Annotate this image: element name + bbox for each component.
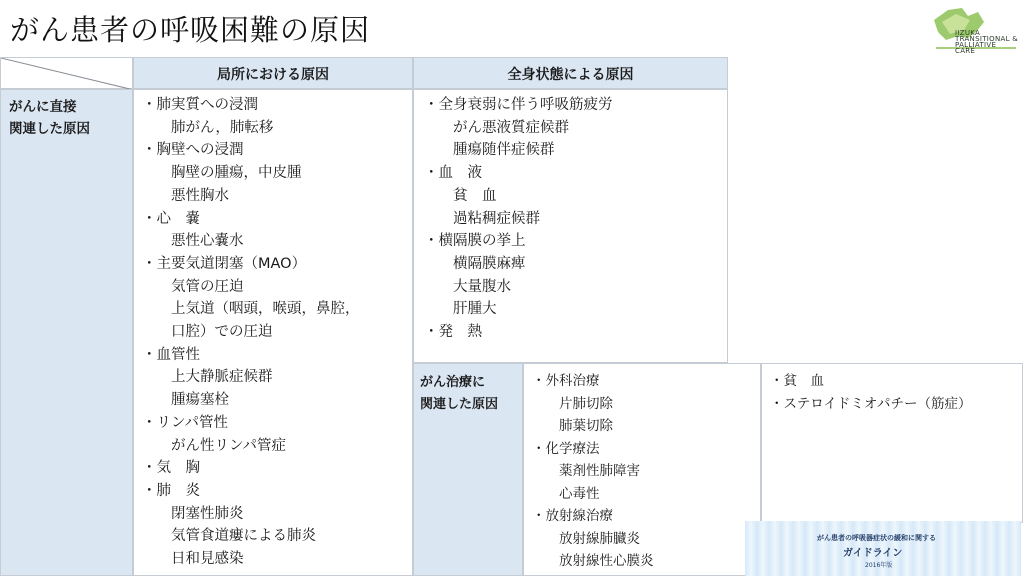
treatment-local-list: [532, 370, 654, 573]
list-item: がん悪液質症候群: [424, 119, 569, 136]
list-item: ・主要気道閉塞（MAO）: [142, 255, 307, 272]
list-item: がん性リンパ管症: [142, 437, 286, 454]
list-item: 肝腫大: [424, 301, 497, 318]
corner-cell: [0, 57, 133, 89]
logo-text-line-3: PALLIATIVE: [955, 41, 997, 49]
list-item: 過粘稠症候群: [424, 210, 540, 227]
header-systemic-label: 全身状態による原因: [507, 67, 634, 83]
list-item: 放射線肺臓炎: [532, 530, 640, 547]
list-item: ・血 液: [424, 165, 482, 182]
list-item: 薬剤性肺障害: [532, 463, 640, 479]
list-item: ・リンパ管性: [142, 414, 228, 431]
guideline-cover-title: ガイドライン: [843, 548, 903, 559]
list-item: 悪性心嚢水: [142, 233, 244, 250]
list-item: 貧 血: [424, 187, 497, 204]
row1-label-line1: がんに直接: [9, 99, 77, 115]
list-item: ・放射線治療: [532, 508, 613, 524]
list-item: 横隔膜麻痺: [424, 255, 526, 272]
guideline-cover-image: [745, 521, 1021, 576]
list-item: ・肺 炎: [142, 482, 200, 499]
treatment-systemic-list: [770, 370, 972, 415]
list-item: 肺葉切除: [532, 418, 613, 434]
list-item: ・心 嚢: [142, 210, 200, 227]
systemic-direct-list: [424, 94, 613, 344]
row2-label-line1: がん治療に: [420, 375, 486, 390]
list-item: 気管の圧迫: [142, 278, 244, 295]
guideline-cover-subtitle: がん患者の呼吸器症状の緩和に関する: [817, 534, 936, 542]
list-item: ・全身衰弱に伴う呼吸筋疲労: [424, 97, 613, 113]
list-item: ・胸壁への浸潤: [142, 142, 244, 159]
header-local: [133, 57, 413, 89]
list-item: ・横隔膜の挙上: [424, 233, 526, 250]
logo-text-line-2: TRANSITIONAL &: [955, 35, 1019, 43]
page-title: がん患者の呼吸困難の原因: [10, 13, 371, 47]
list-item: ・外科治療: [532, 373, 600, 389]
logo-text-line-1: IIZUKA: [955, 29, 981, 37]
local-direct-list: [142, 94, 360, 571]
header-systemic: [413, 57, 728, 89]
list-item: 気管食道瘻による肺炎: [142, 528, 316, 545]
list-item: ・肺実質への浸潤: [142, 97, 258, 113]
list-item: 閉塞性肺炎: [142, 505, 244, 522]
list-item: ・ステロイドミオパチー（筋症）: [770, 395, 972, 412]
list-item: 心毒性: [532, 485, 600, 502]
list-item: 胸壁の腫瘍，中皮腫: [142, 165, 302, 182]
list-item: ・血管性: [142, 346, 200, 363]
list-item: ・貧 血: [770, 373, 824, 389]
hospital-logo: [928, 2, 1020, 56]
row-label-cancer-direct: [0, 89, 133, 576]
list-item: ・気 胸: [142, 460, 200, 477]
list-item: ・発 熱: [424, 324, 482, 341]
list-item: 腫瘍塞栓: [142, 392, 229, 409]
list-item: 片肺切除: [532, 395, 613, 412]
cell-systemic-direct: [413, 89, 728, 363]
list-item: 腫瘍随伴症候群: [424, 142, 555, 159]
list-item: 大量腹水: [424, 278, 511, 295]
logo-text-line-4: CARE: [955, 47, 976, 55]
corner-diagonal-icon: [1, 58, 134, 90]
list-item: 肺がん，肺転移: [142, 119, 274, 136]
cell-treatment-local: [523, 363, 761, 576]
cell-local-direct: [133, 89, 413, 576]
list-item: ・化学療法: [532, 440, 600, 457]
row2-label-line2: 関連した原因: [420, 397, 499, 412]
row-label-treatment: [413, 363, 523, 576]
list-item: 上気道（咽頭，喉頭，鼻腔，: [142, 301, 360, 318]
header-local-label: 局所における原因: [217, 67, 329, 83]
list-item: 口腔）での圧迫: [142, 324, 273, 341]
list-item: 上大静脈症候群: [142, 369, 273, 386]
cell-treatment-systemic: [761, 363, 1023, 523]
list-item: 日和見感染: [142, 551, 244, 568]
row1-label-line2: 関連した原因: [9, 121, 90, 137]
list-item: 悪性胸水: [142, 187, 229, 204]
guideline-cover-edition: 2016年版: [865, 562, 893, 569]
list-item: 放射線性心膜炎: [532, 553, 654, 569]
